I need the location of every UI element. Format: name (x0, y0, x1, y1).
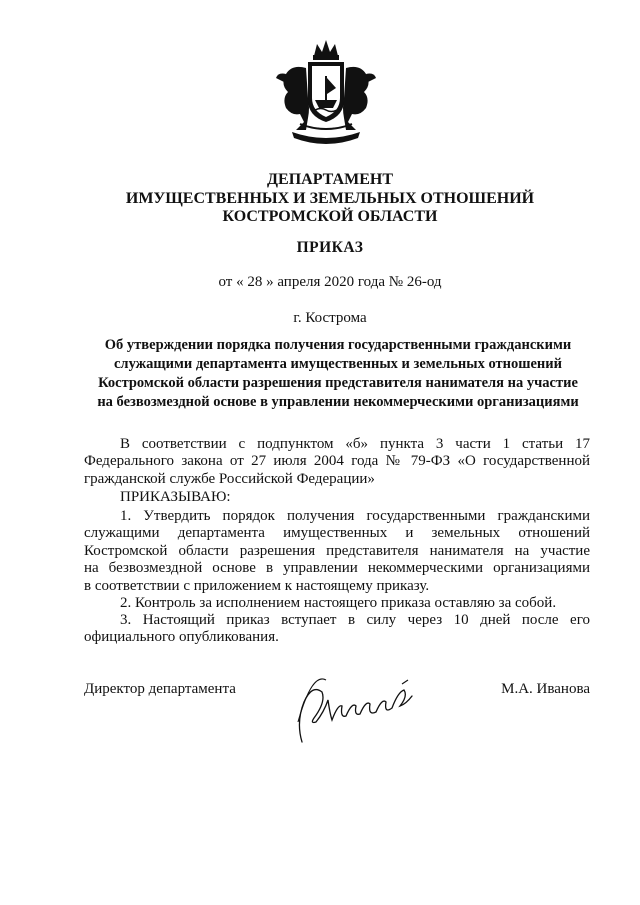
signatory-position: Директор департамента (84, 681, 236, 697)
department-line: КОСТРОМСКОЙ ОБЛАСТИ (222, 208, 438, 225)
department-line: ДЕПАРТАМЕНТ (267, 171, 393, 188)
item-line: служащими департамента имущественных и земельных отношений (84, 525, 590, 542)
preamble-line: В соответствии с подпунктом «б» пункта 3 части 1 статьи 17 (120, 436, 590, 452)
preamble-line: Федерального закона от 27 июля 2004 года № 79-ФЗ «О государственной (84, 453, 590, 470)
preamble (84, 436, 590, 488)
item-line: 1. Утвердить порядок получения государственными гражданскими (120, 508, 590, 524)
item-line: на безвозмездной основе в управлении некоммерческими организациями (84, 560, 590, 577)
subject-line: на безвозмездной основе в управлении некоммерческими организациями (97, 394, 579, 410)
order-item-3 (84, 612, 590, 647)
signatory-name: М.А. Иванова (501, 681, 590, 697)
order-item-1 (84, 508, 590, 595)
subject-line: Об утверждении порядка получения государственными гражданскими (104, 337, 572, 353)
handwritten-signature (282, 662, 432, 747)
subject-line: Костромской области разрешения представителя нанимателя на участие (98, 375, 578, 391)
order-word: ПРИКАЗЫВАЮ: (120, 489, 231, 505)
department-name (60, 171, 600, 227)
document-type: ПРИКАЗ (296, 239, 364, 256)
item-line: 3. Настоящий приказ вступает в силу через 10 дней после его (120, 612, 590, 628)
item-line: в соответствии с приложением к настоящему приказу. (84, 577, 430, 594)
coat-of-arms-emblem (270, 38, 382, 150)
subject-line: служащими департамента имущественных и земельных отношений (114, 356, 562, 372)
preamble-line: гражданской службе Российской Федерации» (84, 470, 375, 487)
item-line: Костромской области разрешения представителя нанимателя на участие (84, 542, 590, 559)
item-line: 2. Контроль за исполнением настоящего приказа оставляю за собой. (120, 595, 557, 611)
department-line: ИМУЩЕСТВЕННЫХ И ЗЕМЕЛЬНЫХ ОТНОШЕНИЙ (125, 189, 535, 207)
order-subject (84, 336, 592, 412)
city: г. Кострома (293, 310, 367, 326)
order-item-2 (84, 595, 590, 612)
order-date-number: от « 28 » апреля 2020 года № 26-од (218, 274, 442, 290)
item-line: официального опубликования. (84, 629, 279, 646)
